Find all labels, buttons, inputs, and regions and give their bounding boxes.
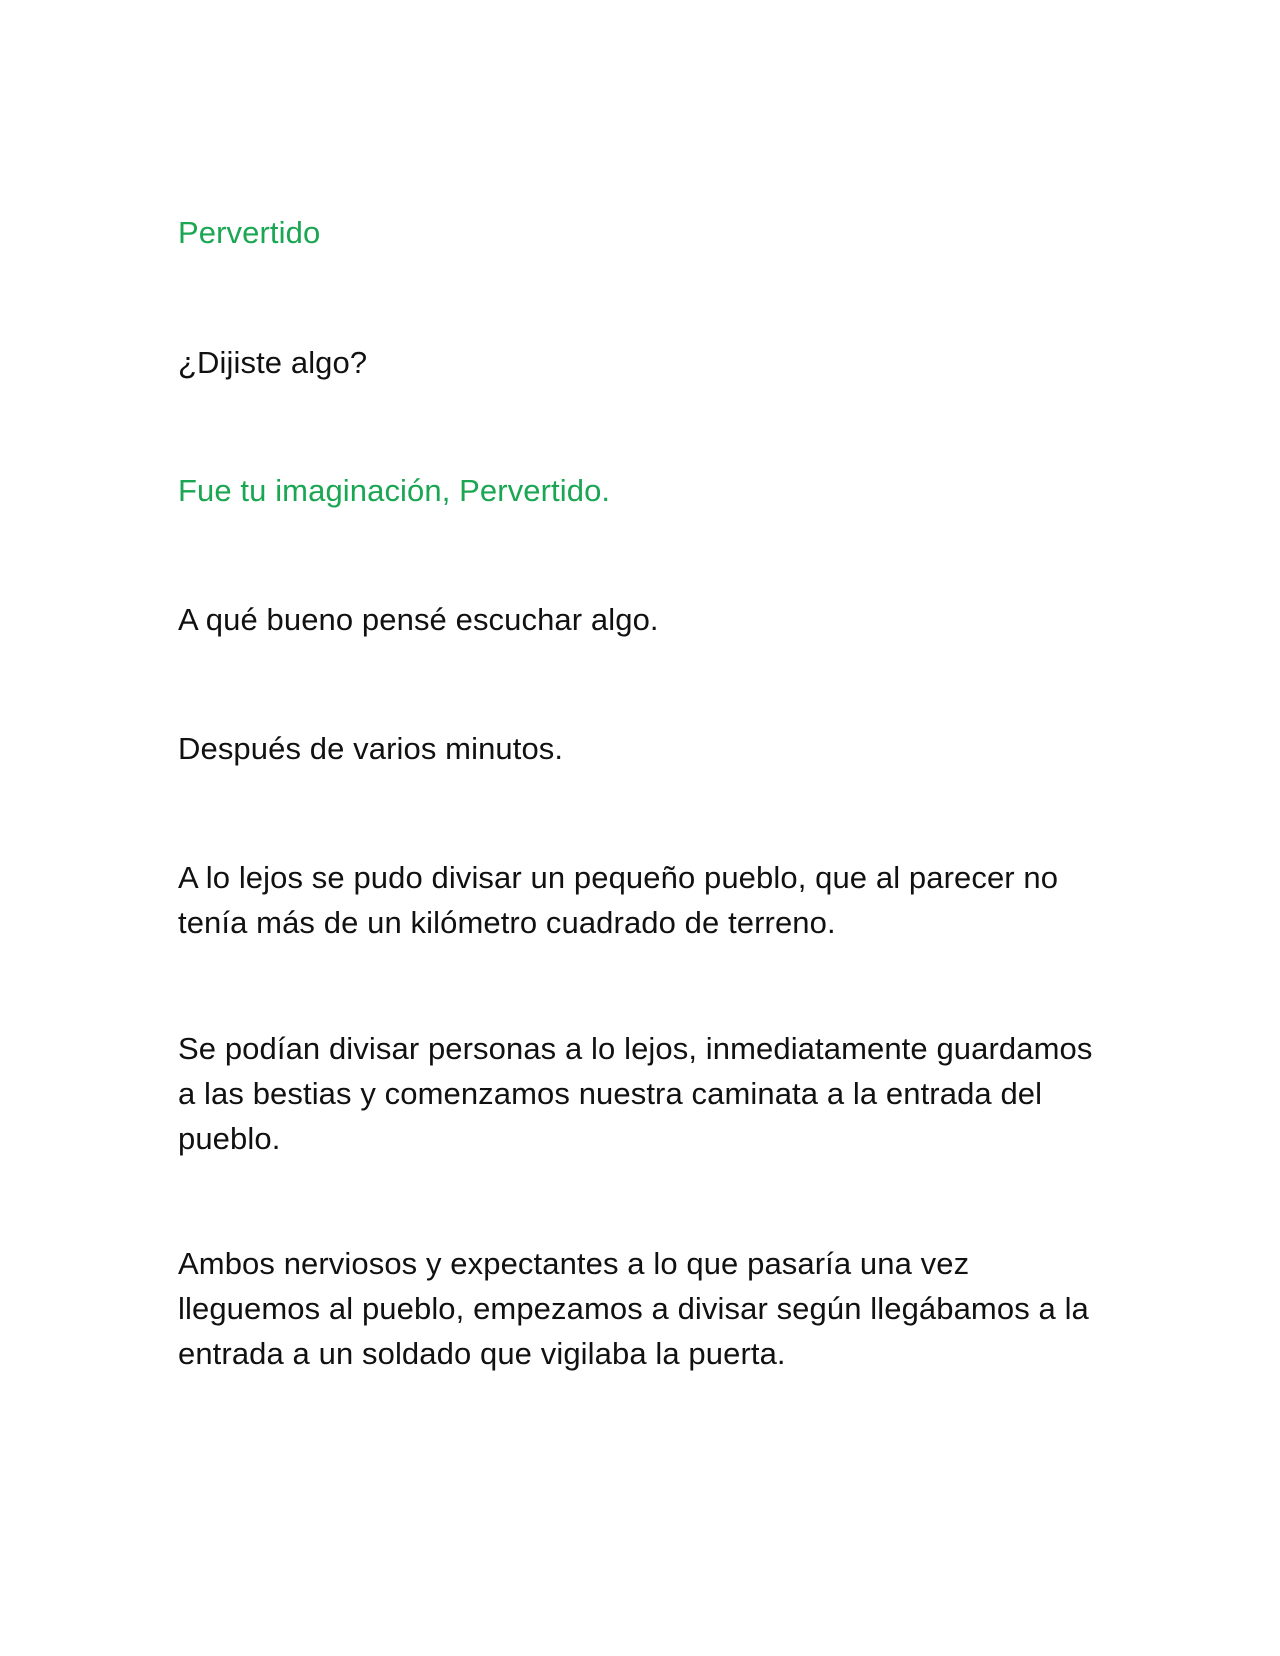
paragraph-2: ¿Dijiste algo? xyxy=(178,345,368,380)
paragraph-8: Ambos nerviosos y expectantes a lo que pasaría una vez lleguemos al pueblo, empezamos a divisar según llegábamos a la entrada a un soldado que vigilaba la puerta. xyxy=(178,1246,1089,1371)
paragraph-4: A qué bueno pensé escuchar algo. xyxy=(178,602,659,637)
paragraph-7: Se podían divisar personas a lo lejos, inmediatamente guardamos a las bestias y comenzamos nuestra caminata a la entrada del pueblo. xyxy=(178,1031,1093,1156)
paragraph-5: Después de varios minutos. xyxy=(178,731,564,766)
paragraph-3: Fue tu imaginación, Pervertido. xyxy=(178,473,611,508)
paragraph-1: Pervertido xyxy=(178,215,321,250)
paragraph-6: A lo lejos se pudo divisar un pequeño pueblo, que al parecer no tenía más de un kilómetro cuadrado de terreno. xyxy=(178,860,1059,940)
